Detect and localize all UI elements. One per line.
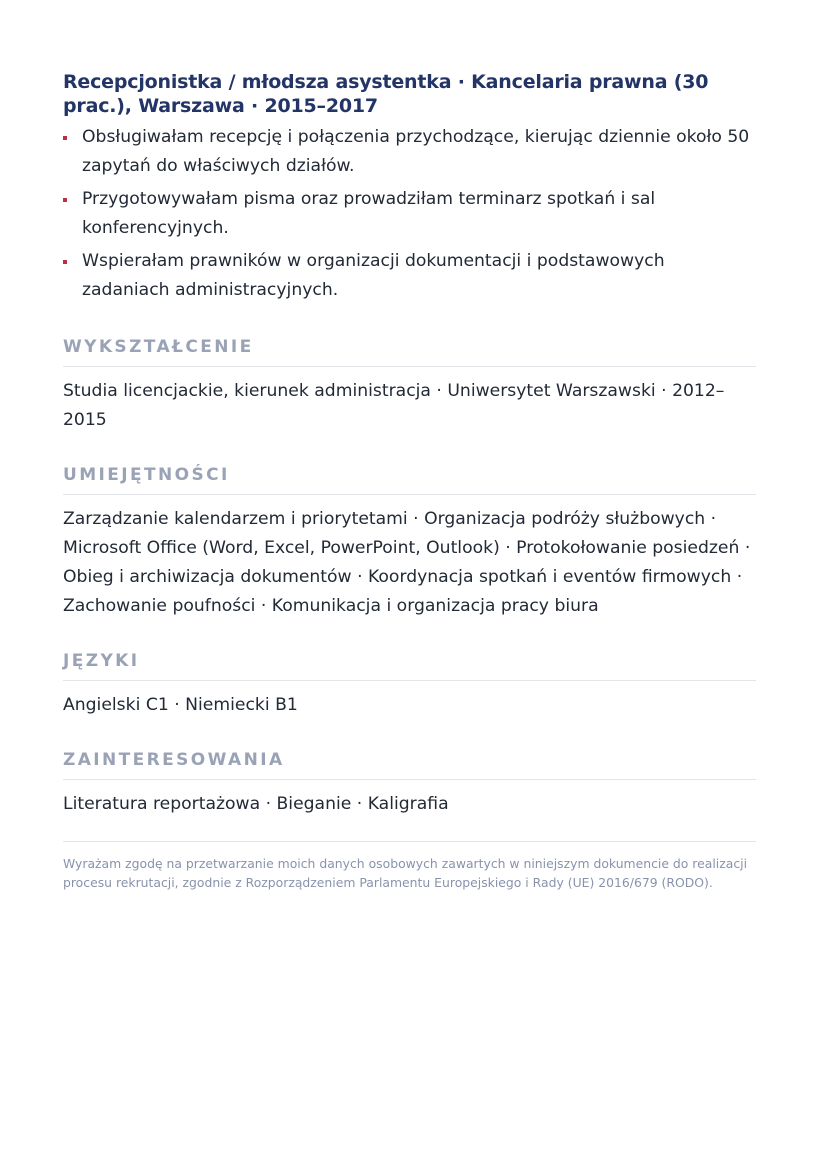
section-heading-languages: JĘZYKI: [63, 651, 756, 681]
education-text: Studia licencjackie, kierunek administracja · Uniwersytet Warszawski · 2012–2015: [63, 381, 725, 430]
footer-divider: [63, 841, 756, 842]
experience-bullet: [63, 185, 756, 243]
interests-text: Literatura reportażowa · Bieganie · Kaligrafia: [63, 794, 449, 814]
bullet-square-icon: [63, 136, 67, 140]
skills-text: Zarządzanie kalendarzem i priorytetami · Organizacja podróży służbowych · Microsoft Office (Word, Excel, PowerPoint, Outlook) · Protokołowanie posiedzeń · Obieg i archiwizacja dokumentów · Koordynacja spotkań i eventów firmowych · Zachowanie poufności · Komunikacja i organizacja pracy biura: [63, 509, 751, 616]
languages-section: [63, 651, 756, 720]
consent-clause: Wyrażam zgodę na przetwarzanie moich danych osobowych zawartych w niniejszym dokumencie do realizacji procesu rekrutacji, zgodnie z Rozporządzeniem Parlamentu Europejskiego i Rady (UE) 2016/679 (RODO).: [63, 856, 748, 890]
consent-block: [63, 841, 756, 892]
experience-bullet: [63, 123, 756, 181]
experience-entry: [63, 70, 756, 305]
experience-bullets: [63, 123, 756, 305]
bullet-text: Przygotowywałam pisma oraz prowadziłam terminarz spotkań i sal konferencyjnych.: [82, 189, 656, 238]
section-heading-interests: ZAINTERESOWANIA: [63, 750, 756, 780]
interests-section: [63, 750, 756, 819]
bullet-text: Obsługiwałam recepcję i połączenia przychodzące, kierując dziennie około 50 zapytań do właściwych działów.: [82, 127, 750, 176]
resume-page: [63, 70, 756, 892]
languages-text: Angielski C1 · Niemiecki B1: [63, 695, 298, 715]
education-section: [63, 337, 756, 435]
section-heading-education: WYKSZTAŁCENIE: [63, 337, 756, 367]
job-title: Recepcjonistka / młodsza asystentka · Kancelaria prawna (30 prac.), Warszawa · 2015–2017: [63, 71, 709, 117]
section-heading-skills: UMIEJĘTNOŚCI: [63, 465, 756, 495]
bullet-square-icon: [63, 198, 67, 202]
bullet-text: Wspierałam prawników w organizacji dokumentacji i podstawowych zadaniach administracyjnych.: [82, 251, 665, 300]
bullet-square-icon: [63, 260, 67, 264]
skills-section: [63, 465, 756, 621]
experience-bullet: [63, 247, 756, 305]
